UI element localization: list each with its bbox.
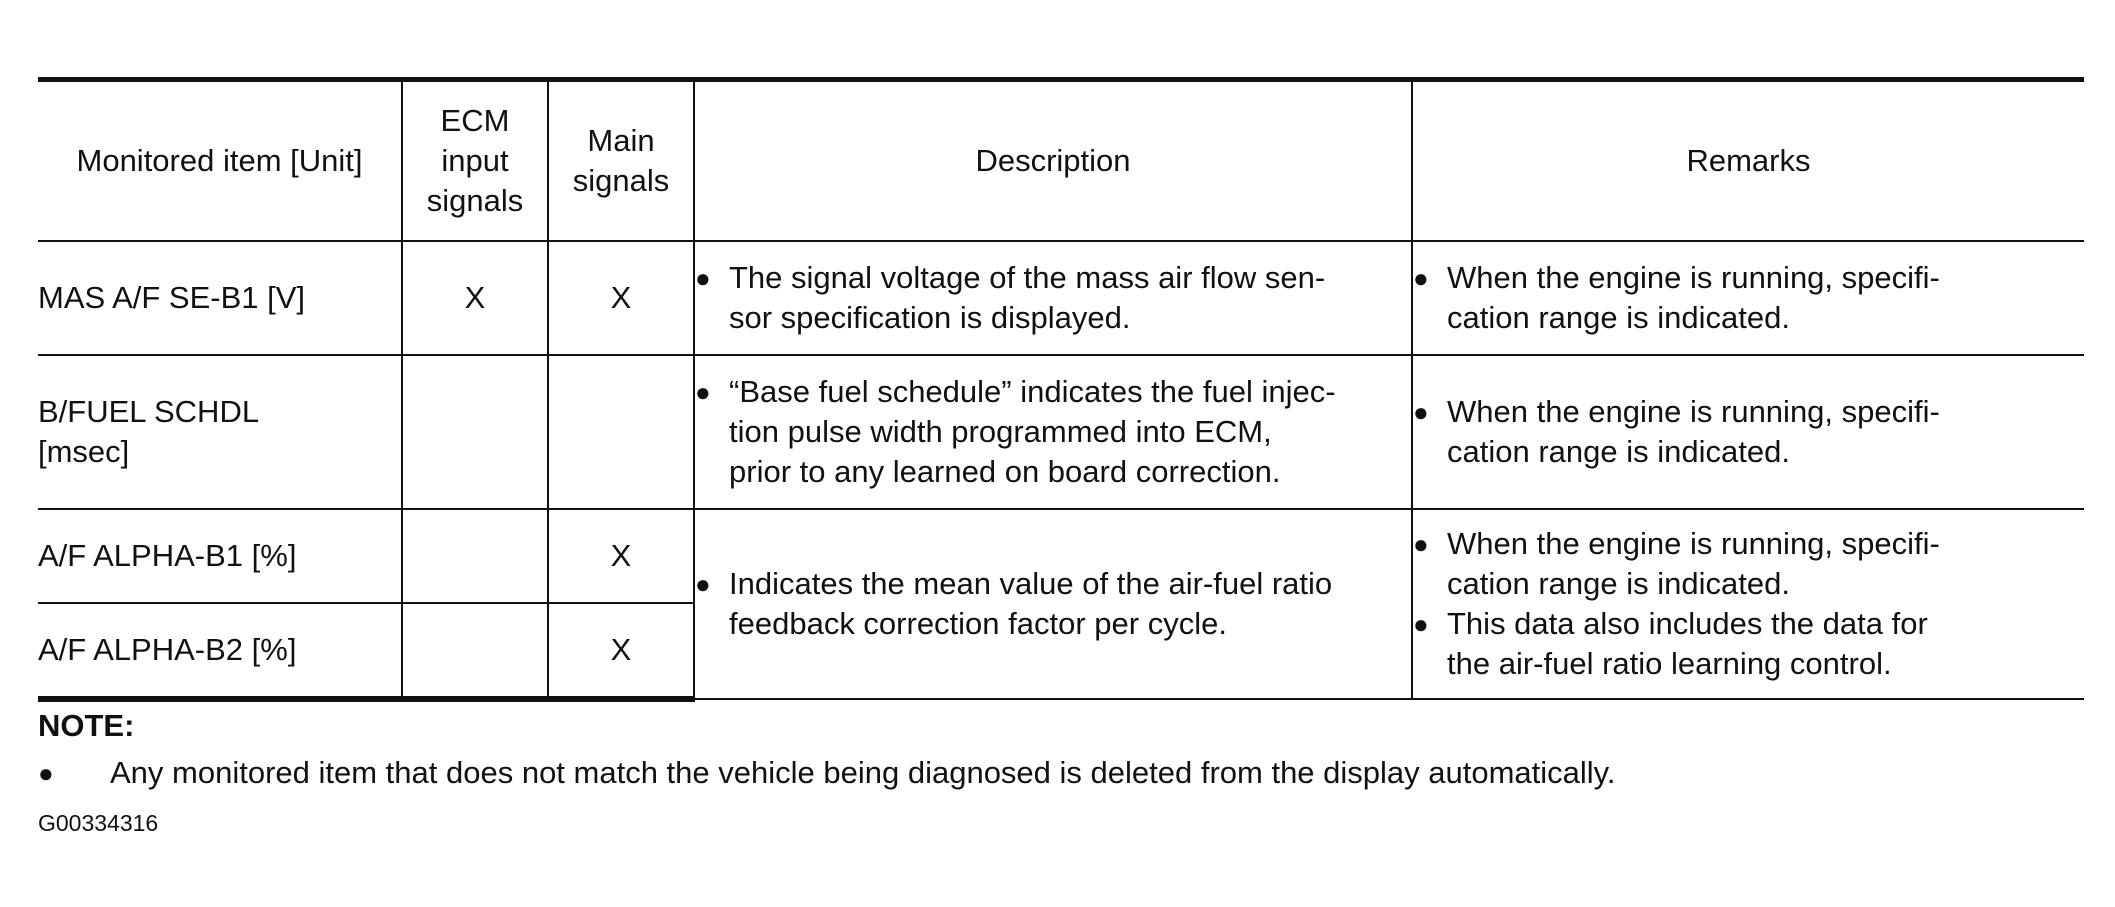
description-line: Indicates the mean value of the air-fuel ratio [729, 566, 1333, 601]
cell-main-signal: X [548, 509, 694, 603]
cell-main-signal [548, 355, 694, 509]
cell-main-signal: X [548, 603, 694, 699]
remarks-line: When the engine is running, specifi- [1447, 526, 1940, 561]
header-main-line-1: Main [587, 123, 655, 158]
description-bullet [695, 564, 1411, 644]
bullet-icon: ● [695, 377, 711, 407]
remarks-line: cation range is indicated. [1447, 566, 1790, 601]
cell-main-signal: X [548, 241, 694, 355]
bullet-icon: ● [695, 569, 711, 599]
description-line: prior to any learned on board correction. [729, 454, 1281, 489]
cell-description [694, 355, 1412, 509]
remarks-bullet [1413, 258, 2084, 338]
remarks-bullet [1413, 524, 2084, 604]
bullet-icon: ● [38, 758, 54, 788]
cell-item [38, 355, 402, 509]
item-line: B/FUEL SCHDL [38, 394, 260, 429]
header-ecm-line-1: ECM [440, 103, 510, 138]
header-ecm-line-3: signals [426, 183, 524, 218]
remarks-line: When the engine is running, specifi- [1447, 260, 1940, 295]
cell-remarks-merged [1412, 509, 2084, 699]
note-label: NOTE: [38, 708, 135, 743]
remarks-line: When the engine is running, specifi- [1447, 394, 1940, 429]
cell-remarks [1412, 355, 2084, 509]
cell-ecm-input: X [402, 241, 548, 355]
cell-item: A/F ALPHA-B2 [%] [38, 603, 402, 699]
header-description: Description [694, 80, 1412, 242]
bullet-icon: ● [1413, 529, 1429, 559]
cell-item: MAS A/F SE-B1 [V] [38, 241, 402, 355]
item-line: [msec] [38, 434, 130, 469]
description-line: “Base fuel schedule” indicates the fuel injec- [729, 374, 1336, 409]
cell-ecm-input [402, 603, 548, 699]
cell-item: A/F ALPHA-B1 [%] [38, 509, 402, 603]
cell-ecm-input [402, 509, 548, 603]
table-header-row [38, 80, 2084, 242]
cell-remarks [1412, 241, 2084, 355]
remarks-line: This data also includes the data for [1447, 606, 1928, 641]
table-row [38, 509, 2084, 603]
remarks-bullet [1413, 392, 2084, 472]
description-line: The signal voltage of the mass air flow sen- [729, 260, 1326, 295]
header-remarks: Remarks [1412, 80, 2084, 242]
remarks-line: cation range is indicated. [1447, 434, 1790, 469]
bullet-icon: ● [1413, 609, 1429, 639]
remarks-line: the air-fuel ratio learning control. [1447, 646, 1892, 681]
bullet-icon: ● [1413, 263, 1429, 293]
cell-description [694, 241, 1412, 355]
cell-description-merged [694, 509, 1412, 699]
remarks-bullet [1413, 604, 2084, 684]
cell-ecm-input [402, 355, 548, 509]
remarks-line: cation range is indicated. [1447, 300, 1790, 335]
bullet-icon: ● [1413, 397, 1429, 427]
monitored-items-table [38, 77, 2084, 702]
header-ecm-input-signals [402, 80, 548, 242]
description-line: feedback correction factor per cycle. [729, 606, 1227, 641]
description-bullet [695, 258, 1411, 338]
figure-code: G00334316 [38, 810, 159, 836]
note-text: Any monitored item that does not match the vehicle being diagnosed is deleted from the display automatically. [110, 755, 1616, 790]
description-line: tion pulse width programmed into ECM, [729, 414, 1272, 449]
table-row [38, 241, 2084, 355]
header-main-signals [548, 80, 694, 242]
description-line: sor specification is displayed. [729, 300, 1131, 335]
header-ecm-line-2: input [441, 143, 509, 178]
description-bullet [695, 372, 1411, 492]
note-item [38, 753, 1616, 793]
header-main-line-2: signals [572, 163, 670, 198]
header-monitored-item: Monitored item [Unit] [38, 80, 402, 242]
table-row [38, 355, 2084, 509]
bullet-icon: ● [695, 263, 711, 293]
